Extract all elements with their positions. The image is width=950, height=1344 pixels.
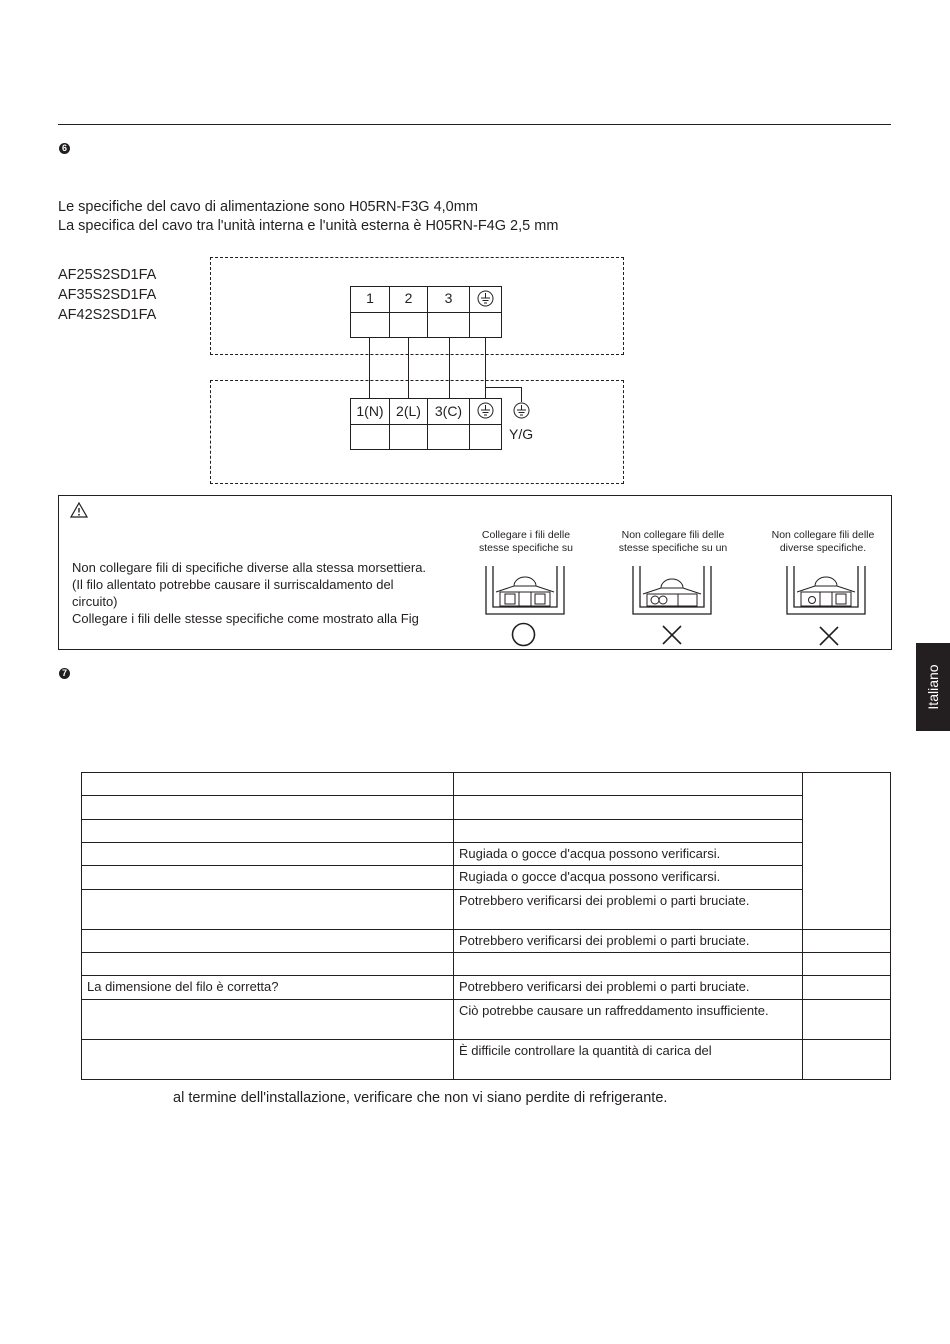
terminal-cell <box>350 312 390 338</box>
result-cell <box>803 930 891 953</box>
power-cable-spec: Le specifiche del cavo di alimentazione sono H05RN-F3G 4,0mm <box>58 199 478 215</box>
result-cell <box>803 1040 891 1080</box>
check-item-cell <box>82 866 454 890</box>
figure-caption <box>758 529 888 555</box>
terminal-cell <box>350 424 390 450</box>
table-row <box>82 976 891 1000</box>
check-item-cell <box>82 796 454 820</box>
wrong-cross-icon <box>661 624 683 646</box>
figure-caption-line: Non collegare fili delle <box>771 529 875 541</box>
terminal-cell <box>427 424 470 450</box>
consequence-cell: È difficile controllare la quantità di carica del <box>454 1040 803 1080</box>
table-row <box>82 1000 891 1040</box>
terminal-label: 2(L) <box>396 403 421 419</box>
check-item-cell <box>82 820 454 843</box>
result-cell <box>803 953 891 976</box>
language-tab <box>916 643 950 731</box>
connection-cable-spec: La specifica del cavo tra l'unità interna e l'unità esterna è H05RN-F4G 2,5 mm <box>58 218 559 234</box>
table-row <box>82 953 891 976</box>
model-name: AF25S2SD1FA <box>58 267 157 283</box>
check-item-cell <box>82 953 454 976</box>
consequence-cell <box>454 953 803 976</box>
check-item-cell <box>82 843 454 866</box>
ground-icon <box>513 402 530 419</box>
result-cell <box>803 1000 891 1040</box>
warning-text: Non collegare fili di specifiche diverse alla stessa morsettiera. <box>72 560 427 575</box>
table-row <box>82 1040 891 1080</box>
result-cell <box>803 976 891 1000</box>
terminal-correct-illustration <box>484 564 566 620</box>
consequence-cell <box>454 796 803 820</box>
terminal-cell <box>389 312 428 338</box>
ground-icon <box>477 402 494 419</box>
check-item-cell <box>82 930 454 953</box>
section-6-marker: 6 <box>59 143 70 154</box>
ground-icon <box>477 290 494 307</box>
terminal-wrong-illustration <box>631 564 713 620</box>
check-item-cell: La dimensione del filo è corretta? <box>82 976 454 1000</box>
consequence-cell <box>454 820 803 843</box>
figure-caption <box>608 529 738 555</box>
terminal-cell <box>389 424 428 450</box>
installation-check-table <box>81 772 891 1080</box>
terminal-cell <box>469 424 502 450</box>
table-row <box>82 820 891 843</box>
consequence-cell: Ciò potrebbe causare un raffreddamento insufficiente. <box>454 1000 803 1040</box>
model-name: AF35S2SD1FA <box>58 287 157 303</box>
footer-note: al termine dell'installazione, verificare che non vi siano perdite di refrigerante. <box>173 1090 668 1106</box>
check-item-cell <box>82 1040 454 1080</box>
terminal-cell <box>469 312 502 338</box>
figure-caption-line: stesse specifiche su <box>479 542 573 554</box>
header-rule <box>58 124 891 125</box>
table-row <box>82 796 891 820</box>
ground-wire-label: Y/G <box>509 426 534 442</box>
consequence-cell: Rugiada o gocce d'acqua possono verificarsi. <box>454 843 803 866</box>
terminal-label: 1(N) <box>356 403 384 419</box>
table-row <box>82 773 891 796</box>
consequence-cell: Rugiada o gocce d'acqua possono verificarsi. <box>454 866 803 890</box>
section-7-marker: 7 <box>59 668 70 679</box>
ground-wire <box>521 387 522 402</box>
model-name: AF42S2SD1FA <box>58 307 157 323</box>
warning-text: Collegare i fili delle stesse specifiche come mostrato alla Fig <box>72 611 419 626</box>
ground-wire <box>485 387 521 388</box>
wrong-cross-icon <box>818 625 840 647</box>
check-item-cell <box>82 1000 454 1040</box>
check-item-cell <box>82 773 454 796</box>
result-cell <box>803 773 891 930</box>
table-row <box>82 930 891 953</box>
terminal-label: 3(C) <box>434 403 463 419</box>
terminal-wrong-illustration <box>785 564 867 620</box>
warning-text: (Il filo allentato potrebbe causare il surriscaldamento del <box>72 577 394 592</box>
consequence-cell: Potrebbero verificarsi dei problemi o parti bruciate. <box>454 890 803 930</box>
terminal-cell <box>427 312 470 338</box>
consequence-cell: Potrebbero verificarsi dei problemi o parti bruciate. <box>454 930 803 953</box>
terminal-label: 2 <box>404 290 413 306</box>
terminal-label: 3 <box>444 290 453 306</box>
figure-caption-line: Collegare i fili delle <box>481 529 571 541</box>
language-tab-label: Italiano <box>925 664 941 710</box>
warning-text: circuito) <box>72 594 118 609</box>
table-row <box>82 866 891 890</box>
figure-caption-line: diverse specifiche. <box>779 542 867 554</box>
check-item-cell <box>82 890 454 930</box>
warning-triangle-icon <box>70 502 88 518</box>
consequence-cell: Potrebbero verificarsi dei problemi o parti bruciate. <box>454 976 803 1000</box>
table-row <box>82 843 891 866</box>
figure-caption <box>462 529 590 555</box>
terminal-label: 1 <box>366 290 374 306</box>
figure-caption-line: Non collegare fili delle <box>621 529 725 541</box>
figure-caption-line: stesse specifiche su un <box>618 542 728 554</box>
consequence-cell <box>454 773 803 796</box>
table-row <box>82 890 891 930</box>
correct-circle-icon <box>511 622 536 647</box>
